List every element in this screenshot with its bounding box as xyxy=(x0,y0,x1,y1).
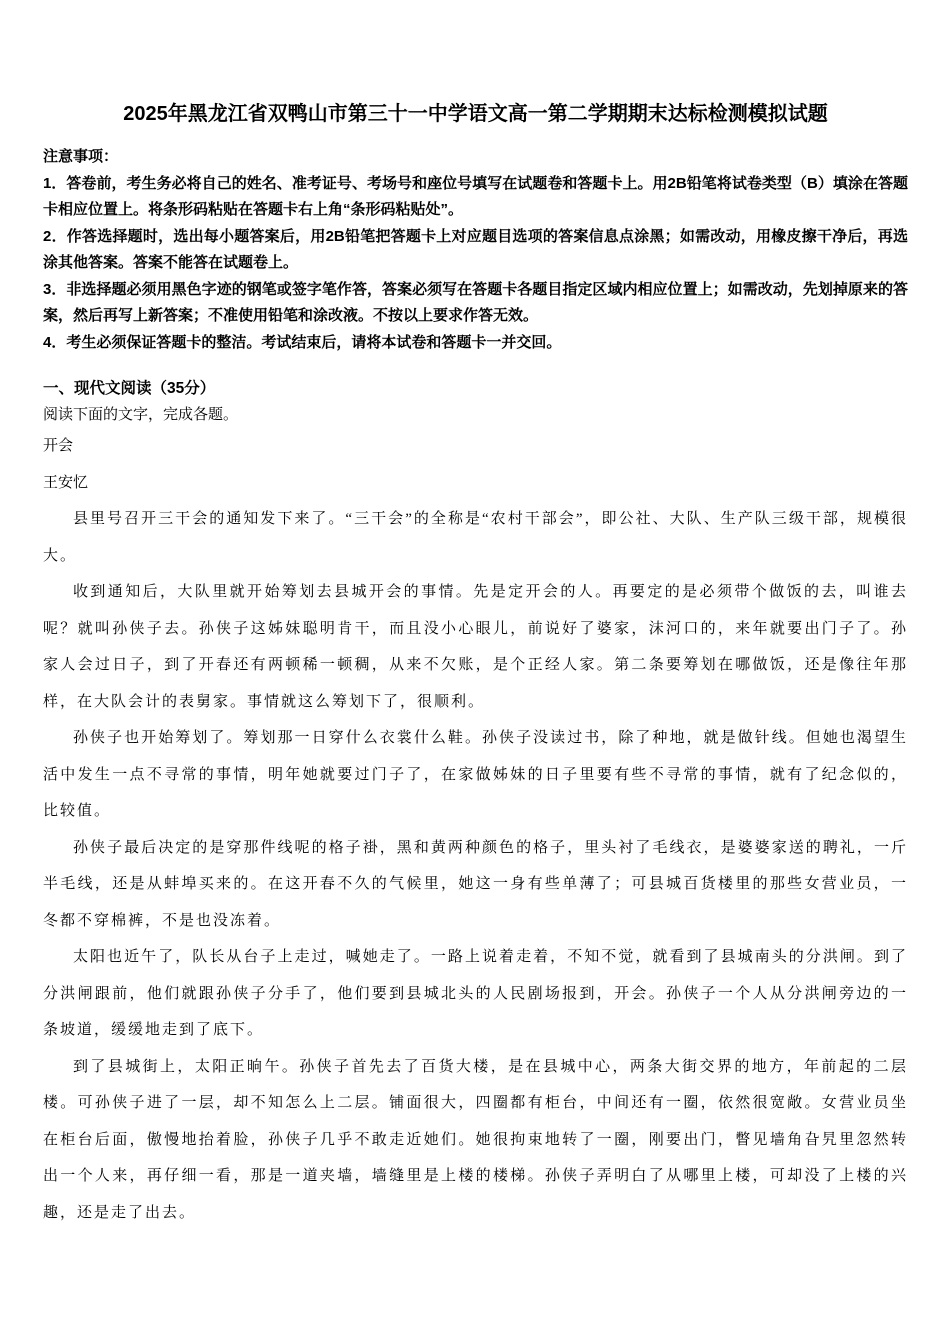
notice-item: 1．答卷前，考生务必将自己的姓名、准考证号、考场号和座位号填写在试题卷和答题卡上。用2B铅笔将试卷类型（B）填涂在答题卡相应位置上。将条形码粘贴在答题卡右上角“条形码粘贴处”。 xyxy=(43,174,908,218)
passage-paragraph: 孙侠子最后决定的是穿那件线呢的格子褂，黑和黄两种颜色的格子，里头衬了毛线衣，是婆婆家送的聘礼，一斤半毛线，还是从蚌埠买来的。在这开春不久的气候里，她这一身有些单薄了；可县城百货楼里的那些女营业员，一冬都不穿棉裤，不是也没冻着。 xyxy=(43,839,908,929)
reading-passage xyxy=(43,428,908,1231)
notice-heading: 注意事项： xyxy=(43,148,119,165)
passage-author: 王安忆 xyxy=(43,474,89,491)
passage-paragraph: 到了县城街上，太阳正晌午。孙侠子首先去了百货大楼，是在县城中心，两条大街交界的地方，年前起的二层楼。可孙侠子进了一层，却不知怎么上二层。铺面很大，四圈都有柜台，中间还有一圈，依然很宽敞。女营业员坐在柜台后面，傲慢地抬着脸，孙侠子几乎不敢走近她们。她很拘束地转了一圈，刚要出门，瞥见墙角旮旯里忽然转出一个人来，再仔细一看，那是一道夹墙，墙缝里是上楼的楼梯。孙侠子弄明白了从哪里上楼，可却没了上楼的兴趣，还是走了出去。 xyxy=(43,1058,908,1221)
notice-section xyxy=(43,144,908,356)
section-heading: 一、现代文阅读（35分） xyxy=(43,380,216,397)
notice-item: 4．考生必须保证答题卡的整洁。考试结束后，请将本试卷和答题卡一并交回。 xyxy=(43,333,562,351)
passage-title: 开会 xyxy=(43,438,74,454)
notice-item: 2．作答选择题时，选出每小题答案后，用2B铅笔把答题卡上对应题目选项的答案信息点涂黑；如需改动，用橡皮擦干净后，再选涂其他答案。答案不能答在试题卷上。 xyxy=(43,227,908,271)
section-intro: 阅读下面的文字，完成各题。 xyxy=(43,407,239,423)
passage-paragraph: 孙侠子也开始筹划了。筹划那一日穿什么衣裳什么鞋。孙侠子没读过书，除了种地，就是做针线。但她也渴望生活中发生一点不寻常的事情，明年她就要过门子了，在家做姊妹的日子里要有些不寻常的事情，就有了纪念似的，比较值。 xyxy=(43,730,908,819)
document-title: 2025年黑龙江省双鸭山市第三十一中学语文高一第二学期期末达标检测模拟试题 xyxy=(123,103,828,125)
passage-paragraph: 太阳也近午了，队长从台子上走过，喊她走了。一路上说着走着，不知不觉，就看到了县城南头的分洪闸。到了分洪闸跟前，他们就跟孙侠子分手了，他们要到县城北头的人民剧场报到，开会。孙侠子一个人从分洪闸旁边的一条坡道，缓缓地走到了底下。 xyxy=(43,949,908,1038)
passage-paragraph: 县里号召开三干会的通知发下来了。“三干会”的全称是“农村干部会”，即公社、大队、生产队三级干部，规模很大。 xyxy=(43,511,908,564)
passage-paragraph: 收到通知后，大队里就开始筹划去县城开会的事情。先是定开会的人。再要定的是必须带个做饭的去，叫谁去呢？就叫孙侠子去。孙侠子这姊妹聪明肯干，而且没小心眼儿，前说好了婆家，沫河口的，来年就要出门子了。孙家人会过日子，到了开春还有两顿稀一顿稠，从来不欠账，是个正经人家。第二条要筹划在哪做饭，还是像往年那样，在大队会计的表舅家。事情就这么筹划下了，很顺利。 xyxy=(43,584,908,710)
notice-item: 3．非选择题必须用黑色字迹的钢笔或签字笔作答，答案必须写在答题卡各题目指定区域内相应位置上；如需改动，先划掉原来的答案，然后再写上新答案；不准使用铅笔和涂改液。不按以上要求作答无效。 xyxy=(43,280,908,324)
